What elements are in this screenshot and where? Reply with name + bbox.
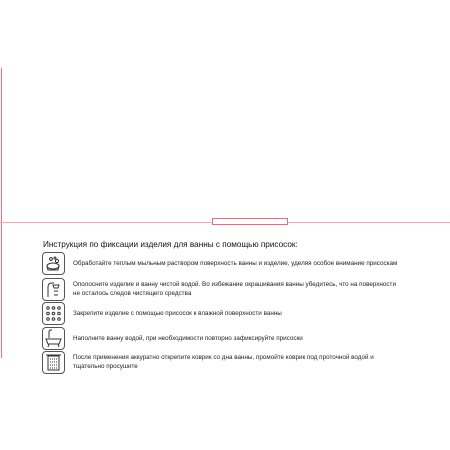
step-1 bbox=[42, 252, 422, 274]
step-4 bbox=[42, 327, 422, 349]
step-5-text bbox=[73, 353, 423, 371]
bathtub-icon bbox=[42, 327, 65, 350]
step-5-line-1: После применения аккуратно открепите коврик со дна ванны, промойте коврик под проточной водой и bbox=[73, 354, 374, 361]
hanging-mat-icon bbox=[42, 351, 65, 374]
instruction-title: Инструкция по фиксации изделия для ванны с помощью присосок: bbox=[43, 240, 298, 249]
step-2-text bbox=[73, 280, 423, 298]
step-3 bbox=[42, 302, 422, 324]
step-2-line-1: Ополосните изделие и ванну чистой водой. Во избежание окрашивания ванны убедитесь, что на поверхности bbox=[73, 281, 396, 288]
step-1-text: Обработайте теплым мыльным раствором поверхность ванны и изделие, уделяя особое внимание присоскам bbox=[73, 260, 398, 267]
step-4-text: Наполните ванну водой, при необходимости повторно зафиксируйте присоски bbox=[73, 335, 303, 342]
step-2-line-2: не осталось следов чистящего средства bbox=[73, 290, 192, 297]
step-3-text: Закрепите изделие с помощью присосок к влажной поверхности ванны bbox=[73, 310, 282, 317]
guide-marker bbox=[212, 218, 288, 225]
bucket-soap-icon bbox=[42, 252, 65, 275]
step-2 bbox=[42, 278, 422, 300]
guide-line-vertical bbox=[1, 68, 2, 358]
step-5-line-2: тщательно просушите bbox=[73, 363, 138, 370]
suction-cups-icon bbox=[42, 302, 65, 325]
shower-head-icon bbox=[42, 278, 65, 301]
step-5 bbox=[42, 351, 422, 373]
